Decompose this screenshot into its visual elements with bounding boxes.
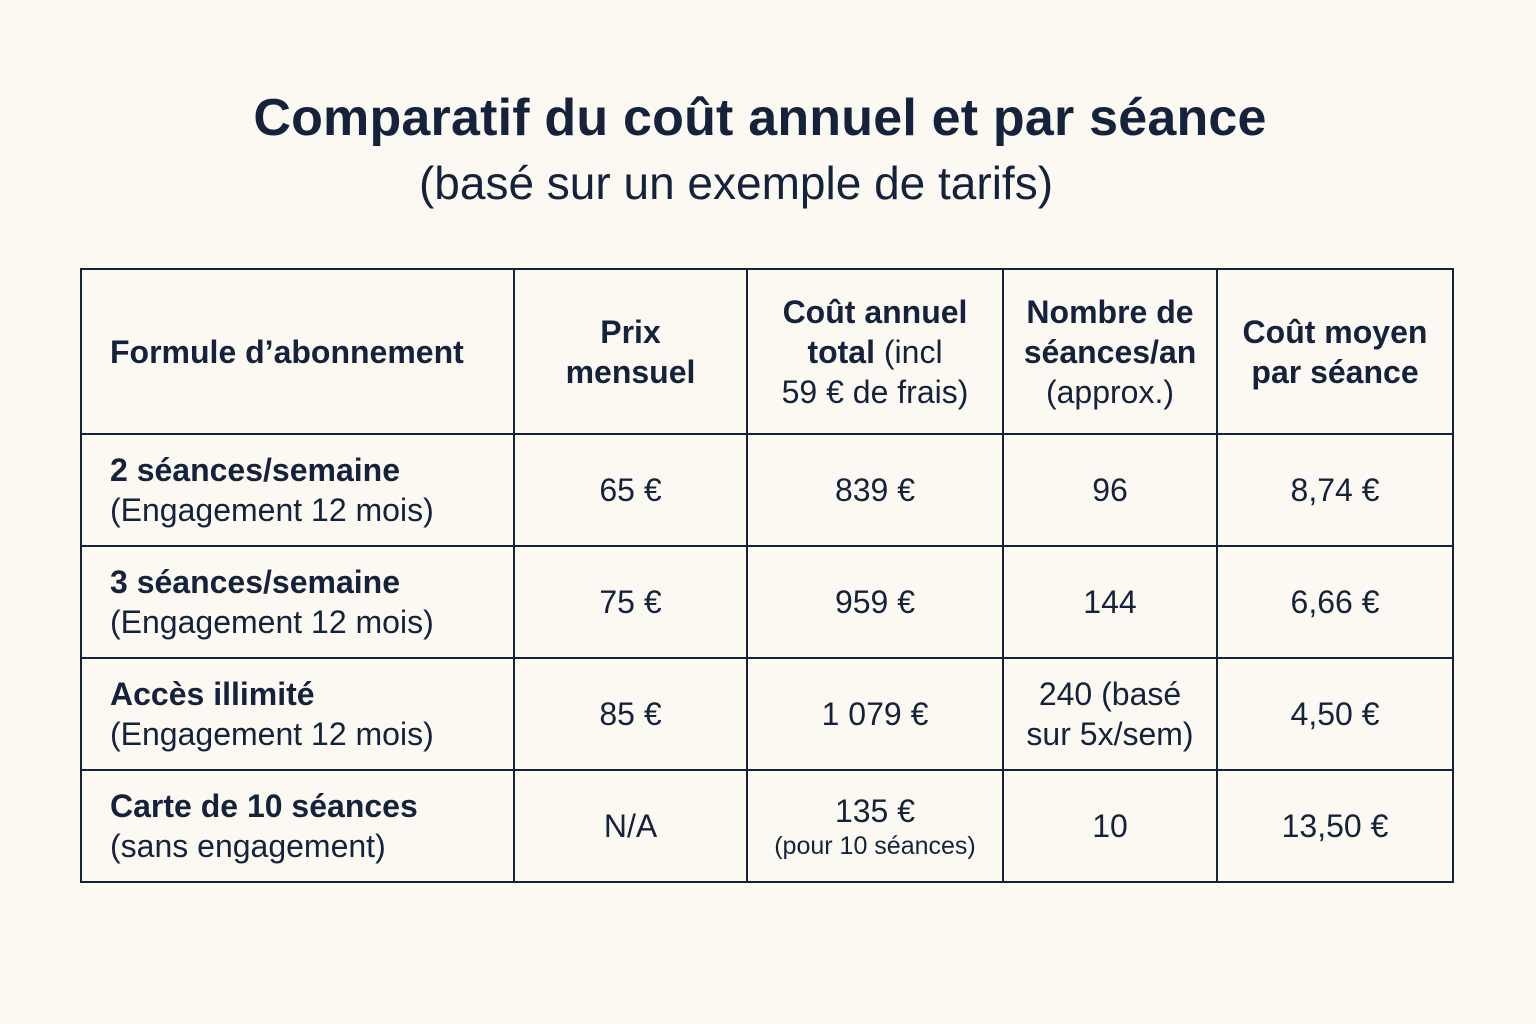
row-formule-detail: (Engagement 12 mois): [110, 716, 434, 752]
row-formule-detail: (Engagement 12 mois): [110, 604, 434, 640]
row-cost-per-session: 8,74 €: [1217, 434, 1453, 546]
row-annual-cost: 839 €: [747, 434, 1003, 546]
header-cout-line2-bold: total: [807, 333, 875, 370]
table-row: [81, 770, 1453, 882]
row-annual-cost: 1 079 €: [747, 658, 1003, 770]
row-formule-name: 3 séances/semaine: [110, 564, 400, 600]
header-cout-line3: 59 € de frais): [781, 373, 969, 410]
row-formule-cell: [81, 434, 514, 546]
row-sessions-note: sur 5x/sem): [1026, 716, 1194, 752]
page-title: Comparatif du coût annuel et par séance: [253, 89, 1267, 147]
row-monthly-price: 85 €: [514, 658, 747, 770]
table-row: [81, 658, 1453, 770]
row-formule-detail: (sans engagement): [110, 828, 386, 864]
row-formule-name: Accès illimité: [110, 676, 315, 712]
header-cout-line2: [760, 332, 990, 372]
row-cost-per-session: 4,50 €: [1217, 658, 1453, 770]
row-formule-name: Carte de 10 séances: [110, 788, 418, 824]
row-monthly-price: 75 €: [514, 546, 747, 658]
row-annual-value: 135 €: [834, 793, 916, 829]
row-formule-name: 2 séances/semaine: [110, 452, 400, 488]
header-cout-line2-rest: (incl: [874, 333, 943, 370]
row-annual-cost: 959 €: [747, 546, 1003, 658]
row-sessions-value: 240 (basé: [1038, 676, 1182, 712]
row-sessions-count: 144: [1003, 546, 1217, 658]
header-nombre-seances: [1003, 269, 1217, 434]
header-moyen-line2: par séance: [1251, 353, 1419, 390]
row-annual-cost: [747, 770, 1003, 882]
header-prix-line1: Prix: [600, 313, 661, 350]
row-annual-note: (pour 10 séances): [774, 832, 976, 860]
row-cost-per-session: 6,66 €: [1217, 546, 1453, 658]
row-formule-cell: [81, 546, 514, 658]
row-sessions-count: 96: [1003, 434, 1217, 546]
row-formule-detail: (Engagement 12 mois): [110, 492, 434, 528]
header-cout-moyen: [1217, 269, 1453, 434]
table-row: [81, 546, 1453, 658]
row-formule-cell: [81, 658, 514, 770]
row-cost-per-session: 13,50 €: [1217, 770, 1453, 882]
row-formule-cell: [81, 770, 514, 882]
header-cout-annuel: [747, 269, 1003, 434]
table-row: [81, 434, 1453, 546]
row-sessions-count: 10: [1003, 770, 1217, 882]
row-monthly-price: 65 €: [514, 434, 747, 546]
header-prix-mensuel: [514, 269, 747, 434]
table-header-row: [81, 269, 1453, 434]
header-prix-line2: mensuel: [565, 353, 696, 390]
header-nombre-line3: (approx.): [1045, 373, 1175, 410]
row-monthly-price: N/A: [514, 770, 747, 882]
row-sessions-count: [1003, 658, 1217, 770]
header-cout-line1: Coût annuel: [782, 293, 968, 330]
header-moyen-line1: Coût moyen: [1242, 313, 1428, 350]
header-formule-label: Formule d’abonnement: [110, 333, 464, 370]
header-formule: [81, 269, 514, 434]
header-nombre-line2: séances/an: [1023, 333, 1197, 370]
header-nombre-line1: Nombre de: [1026, 293, 1194, 330]
page-subtitle: (basé sur un exemple de tarifs): [418, 157, 1054, 209]
comparison-table: [80, 268, 1454, 883]
